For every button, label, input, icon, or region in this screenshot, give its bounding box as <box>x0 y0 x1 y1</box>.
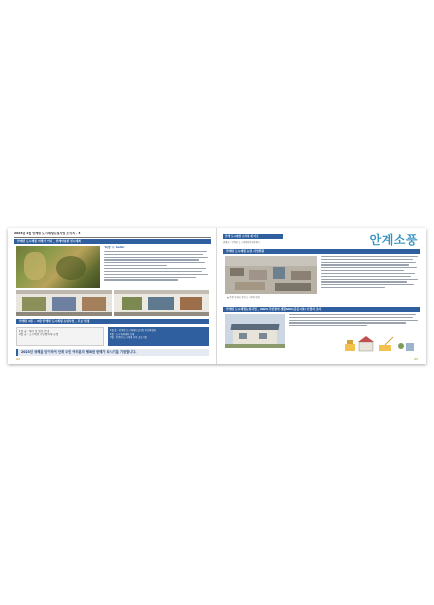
photo-spacer <box>225 300 317 304</box>
aerial-town-photo <box>225 256 317 294</box>
gallery-photo-2 <box>114 290 209 316</box>
left-page <box>8 228 217 364</box>
info-line-1: 1월 중 : 행사 및 일정 안내 <box>19 330 50 333</box>
program-line-1: 1월 중 : 안계면 도시재생뉴딜사업 추진위원회 <box>110 329 156 332</box>
newsletter-logo: 안계소풍 <box>369 233 418 247</box>
article-text <box>104 246 209 288</box>
info-line-2: 2월 중 : 도시재생 주민협의체 운영 <box>19 333 59 337</box>
program-box <box>108 327 209 346</box>
survey-section-title: 안계면 도시재생뉴딜사업 _ 2023 주민참여 생활SOC(공공시설) 신청자 조사 <box>223 307 420 312</box>
section-title: 안계면 도시재생 이해가 어디 _ 안계미술관 전시개최 <box>14 239 211 244</box>
construction-illustration <box>343 334 416 352</box>
program-line-2: 2월 : 도시재생대학 운영 <box>110 332 135 336</box>
section-title: 안계면 도시재생 뉴딜 사업현황 <box>223 249 420 254</box>
photo-caption: ▲ 안계 우체국 주변 도시재생 전경 <box>227 296 260 299</box>
program-line-3: 3월 : 안계면 도시재생 주민 공모사업 <box>110 336 147 340</box>
schedule-title: 안계면 1월 ~ 3월 안계면 도시재생 뉴딜사업 _ 주요 일정 <box>16 319 209 324</box>
exhibit-subtitle: '희망 누 hello' <box>104 246 125 249</box>
survey-text <box>289 314 419 332</box>
exhibition-painting-photo <box>16 246 100 288</box>
article-text <box>321 256 419 304</box>
gallery-photo-1 <box>16 290 112 316</box>
house-photo <box>225 314 285 348</box>
page-number-left: 22 <box>16 357 20 361</box>
right-page <box>217 228 426 364</box>
right-header <box>223 234 383 244</box>
page-number-right: 23 <box>414 357 418 361</box>
publisher-line: 발행처 : 안계면 도시재생현장지원센터 <box>223 241 260 244</box>
new-year-banner: 2023년 새해를 맞이하여 안계 주민 여러분의 행복한 한해가 되시기를 기원합니다. <box>16 349 209 356</box>
page-header: 2023년 1월 안계면 도시재생뉴딜사업 소식지 - 3 <box>14 232 211 238</box>
info-box <box>16 327 104 346</box>
document-spread <box>8 228 426 364</box>
newsletter-title: 안계 도시재생 소식지 제 이호 <box>223 234 283 239</box>
